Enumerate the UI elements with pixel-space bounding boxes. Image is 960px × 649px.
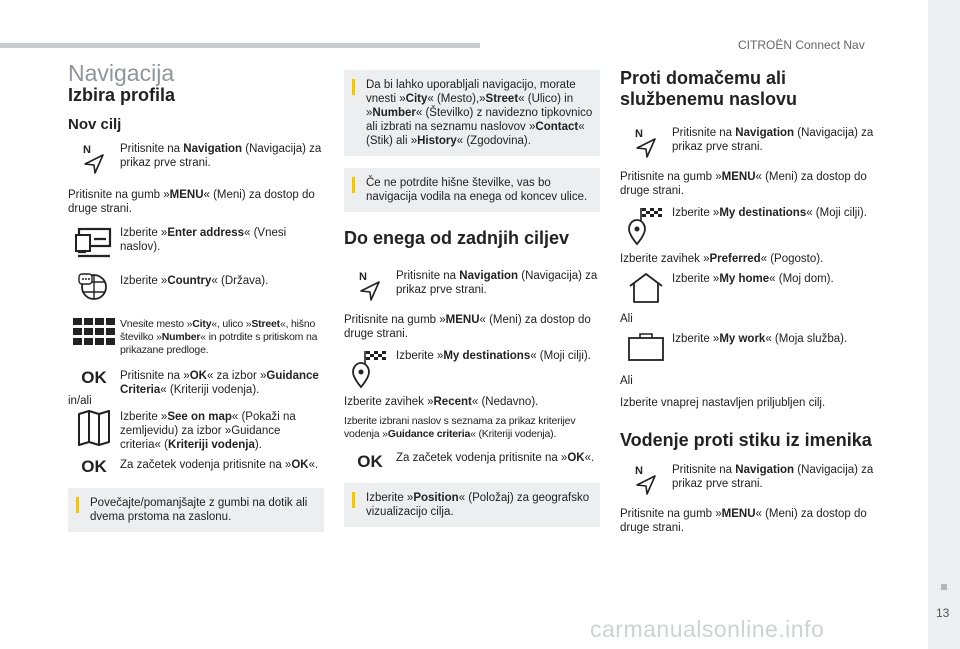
or-label: Ali [620, 375, 633, 387]
step-recent: Izberite zavihek »Recent« (Nedavno). [344, 396, 539, 408]
step-select-address: Izberite izbrani naslov s seznama za prikaz kriterijev vodenja »Guidance criteria« (Kriteriji vodenja). [344, 415, 576, 440]
or-label: Ali [620, 313, 633, 325]
subsection-title: Nov cilj [68, 116, 122, 133]
navigation-arrow-icon [68, 142, 120, 174]
step-ok-criteria: OK Pritisnite na »OK« za izbor »Guidance Criteria« (Kriteriji vodenja). [68, 369, 324, 397]
header-brand: CITROËN Connect Nav [738, 38, 865, 52]
step-navigation: N Pritisnite na Navigation (Navigacija) za prikaz prve strani. [344, 269, 600, 301]
ok-icon: OK [81, 368, 107, 387]
section-title: Proti domačemu ali službenemu naslovu [620, 68, 798, 109]
svg-text:N: N [359, 271, 367, 283]
ok-icon: OK [357, 452, 383, 471]
country-globe-icon [68, 272, 120, 302]
column-3 [620, 68, 876, 535]
step-menu: Pritisnite na gumb »MENU« (Meni) za dostop do druge strani. [68, 189, 315, 215]
step-my-destinations: Izberite »My destinations« (Moji cilji). [620, 206, 876, 246]
step-navigation: N Pritisnite na Navigation (Navigacija) za prikaz prve strani. [620, 126, 876, 158]
section-title: Vodenje proti stiku iz imenika [620, 430, 872, 450]
page-title: Navigacija [68, 60, 175, 86]
header-rule [0, 43, 480, 48]
keypad-icon [68, 318, 120, 346]
watermark: carmanualsonline.info [590, 616, 825, 642]
step-ok-start: OK Za začetek vodenja pritisnite na »OK«. [344, 451, 600, 469]
step-menu: Pritisnite na gumb »MENU« (Meni) za dostop do druge strani. [344, 314, 591, 340]
step-my-destinations: Izberite »My destinations« (Moji cilji). [344, 349, 600, 389]
ok-icon: OK [81, 457, 107, 476]
briefcase-icon [620, 332, 672, 362]
destination-flag-icon [620, 206, 672, 246]
step-menu: Pritisnite na gumb »MENU« (Meni) za dostop do druge strani. [620, 508, 867, 534]
page-number: 13 [936, 606, 950, 620]
map-icon [68, 410, 120, 446]
or-label: in/ali [68, 395, 92, 407]
section-title: Izbira profila [68, 85, 176, 105]
svg-text:N: N [635, 465, 643, 477]
step-see-on-map: Izberite »See on map« (Pokaži na zemljevidu) za izbor »Guidance criteria« (Kriteriji vodenja). [68, 410, 324, 452]
home-icon [620, 272, 672, 304]
navigation-arrow-icon [620, 463, 672, 495]
step-preferred: Izberite zavihek »Preferred« (Pogosto). [620, 253, 824, 265]
svg-text:N: N [83, 144, 91, 156]
step-preset: Izberite vnaprej nastavljen priljubljen cilj. [620, 397, 826, 409]
section-title: Do enega od zadnjih ciljev [344, 228, 570, 248]
keyboard-address-icon [68, 226, 120, 260]
info-note: Izberite »Position« (Položaj) za geografsko vizualizacijo cilja. [344, 483, 600, 527]
step-ok-start: OK Za začetek vodenja pritisnite na »OK«. [68, 458, 324, 474]
tip-note: Povečajte/pomanjšajte z gumbi na dotik ali dvema prstoma na zaslonu. [68, 488, 324, 532]
step-navigation: N Pritisnite na Navigation (Navigacija) za prikaz prve strani. [620, 463, 876, 495]
svg-text:N: N [635, 128, 643, 140]
step-navigation: N Pritisnite na Navigation (Navigacija) za prikaz prve strani. [68, 142, 324, 174]
column-2 [344, 70, 600, 527]
destination-flag-icon [344, 349, 396, 389]
navigation-arrow-icon [620, 126, 672, 158]
step-my-home: Izberite »My home« (Moj dom). [620, 272, 876, 304]
step-enter-address: Izberite »Enter address« (Vnesi naslov). [68, 226, 324, 260]
step-menu: Pritisnite na gumb »MENU« (Meni) za dostop do druge strani. [620, 171, 867, 197]
info-note: Da bi lahko uporabljali navigacijo, morate vnesti »City« (Mesto),»Street« (Ulico) in »Number« (Številko) z navidezno tipkovnico ali izbrati na seznamu naslovov »Contact« (Stik) ali »History« (Zgodovina). [344, 70, 600, 156]
page-marker [941, 584, 947, 590]
step-city-street: Vnesite mesto »City«, ulico »Street«, hišno številko »Number« in potrdite s pritiskom na prikazane predloge. [68, 318, 324, 357]
navigation-arrow-icon [344, 269, 396, 301]
step-country: Izberite »Country« (Država). [68, 272, 324, 302]
info-note: Če ne potrdite hišne številke, vas bo navigacija vodila na enega od koncev ulice. [344, 168, 600, 212]
step-my-work: Izberite »My work« (Moja služba). [620, 332, 876, 362]
column-1 [68, 60, 324, 532]
page-side-band [928, 0, 960, 649]
